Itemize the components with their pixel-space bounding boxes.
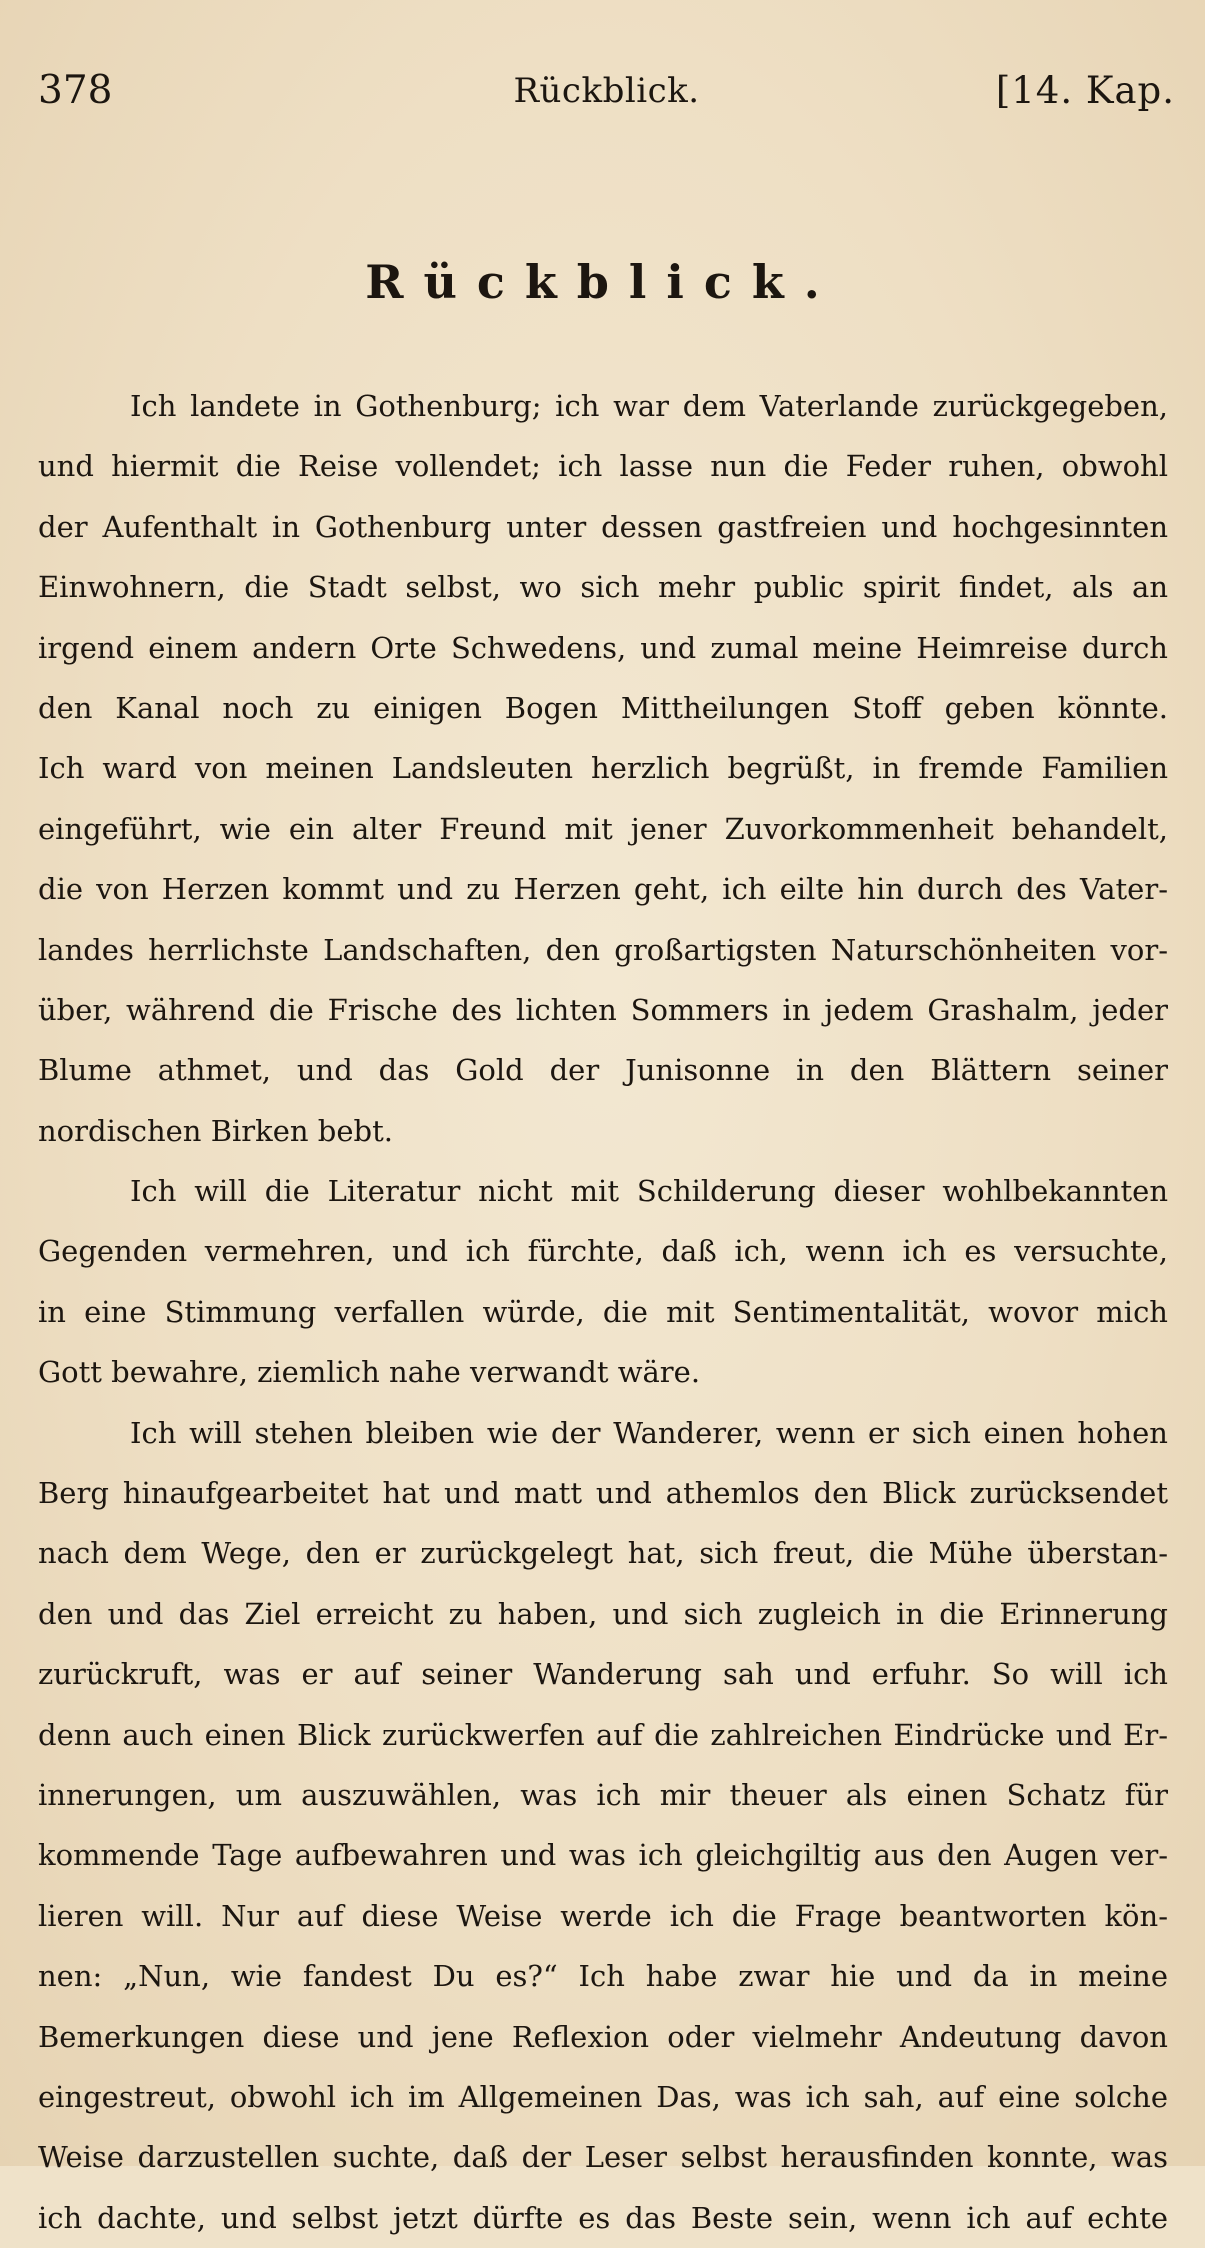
text-line: Gott bewahre, ziemlich nahe verwandt wäre.	[38, 1355, 701, 1390]
text-line: der Aufenthalt in Gothenburg unter dessen gastfreien und hochgesinnten	[38, 509, 1168, 544]
section-title: Rückblick.	[365, 255, 840, 309]
text-line: und hiermit die Reise vollendet; ich lasse nun die Feder ruhen, obwohl	[38, 449, 1168, 484]
text-line: über, während die Frische des lichten Sommers in jedem Grashalm, jeder	[38, 992, 1168, 1027]
chapter-reference: [14. Kap.	[995, 69, 1175, 112]
text-line: Ich ward von meinen Landsleuten herzlich begrüßt, in fremde Familien	[38, 751, 1168, 786]
text-line: Berg hinaufgearbeitet hat und matt und athemlos den Blick zurücksendet	[38, 1476, 1168, 1511]
text-line: Ich landete in Gothenburg; ich war dem Vaterlande zurückgegeben,	[130, 389, 1168, 423]
text-line: nen: „Nun, wie fandest Du es?“ Ich habe zwar hie und da in meine	[38, 1959, 1168, 1994]
page-number: 378	[38, 68, 113, 113]
text-line: Ich will die Literatur nicht mit Schilderung dieser wohlbekannten	[130, 1174, 1168, 1209]
text-line: kommende Tage aufbewahren und was ich gleichgiltig aus den Augen ver-	[38, 1838, 1168, 1873]
text-line: Einwohnern, die Stadt selbst, wo sich mehr public spirit findet, als an	[38, 570, 1168, 605]
paragraph-3	[38, 1403, 1168, 2248]
body-text	[38, 376, 1168, 2248]
text-line: den und das Ziel erreicht zu haben, und sich zugleich in die Erinnerung	[38, 1596, 1168, 1631]
text-line: innerungen, um auszuwählen, was ich mir theuer als einen Schatz für	[38, 1777, 1168, 1812]
text-line: Bemerkungen diese und jene Reflexion oder vielmehr Andeutung davon	[38, 2019, 1168, 2054]
text-line: den Kanal noch zu einigen Bogen Mittheilungen Stoff geben könnte.	[38, 690, 1168, 725]
running-head	[38, 66, 1175, 116]
text-line: landes herrlichste Landschaften, den großartigsten Naturschönheiten vor-	[38, 932, 1168, 967]
running-title: Rückblick.	[513, 71, 700, 111]
text-line: Weise darzustellen suchte, daß der Leser selbst herausfinden konnte, was	[38, 2140, 1168, 2175]
paragraph-2	[38, 1161, 1168, 1403]
text-line: nordischen Birken bebt.	[38, 1113, 393, 1148]
text-line: ich dachte, und selbst jetzt dürfte es das Beste sein, wenn ich auf echte	[38, 2200, 1168, 2235]
text-line: Ich will stehen bleiben wie der Wanderer, wenn er sich einen hohen	[130, 1415, 1168, 1450]
text-line: zurückruft, was er auf seiner Wanderung sah und erfuhr. So will ich	[38, 1657, 1168, 1692]
text-line: Blume athmet, und das Gold der Junisonne in den Blättern seiner	[38, 1053, 1168, 1088]
text-line: denn auch einen Blick zurückwerfen auf die zahlreichen Eindrücke und Er-	[38, 1717, 1168, 1752]
text-line: irgend einem andern Orte Schwedens, und zumal meine Heimreise durch	[38, 630, 1168, 665]
text-line: die von Herzen kommt und zu Herzen geht, ich eilte hin durch des Vater-	[38, 872, 1168, 907]
text-line: eingestreut, obwohl ich im Allgemeinen Das, was ich sah, auf eine solche	[38, 2079, 1168, 2114]
text-line: Gegenden vermehren, und ich fürchte, daß ich, wenn ich es versuchte,	[38, 1234, 1168, 1269]
text-line: eingeführt, wie ein alter Freund mit jener Zuvorkommenheit behandelt,	[38, 811, 1168, 846]
text-line: in eine Stimmung verfallen würde, die mit Sentimentalität, wovor mich	[38, 1294, 1168, 1329]
text-line: nach dem Wege, den er zurückgelegt hat, sich freut, die Mühe überstan-	[38, 1536, 1168, 1571]
paragraph-1	[38, 376, 1168, 1161]
text-line: lieren will. Nur auf diese Weise werde ich die Frage beantworten kön-	[38, 1898, 1168, 1933]
